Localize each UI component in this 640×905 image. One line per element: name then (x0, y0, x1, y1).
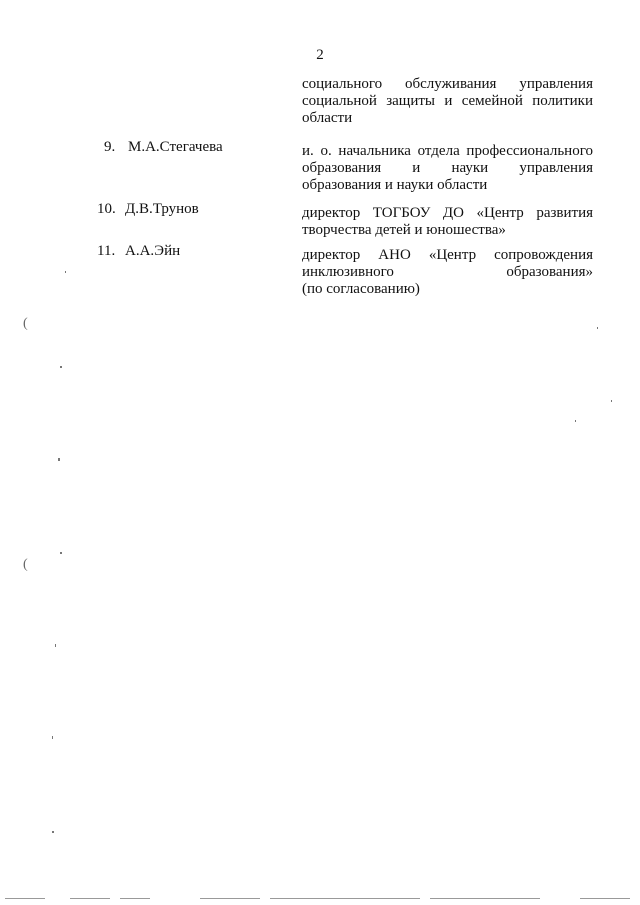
scan-dot (55, 644, 56, 647)
description-line: социальной защиты и семейной политики (302, 93, 593, 109)
entry-number: 11. (97, 243, 116, 259)
description-line: директор АНО «Центр сопровождения (302, 247, 593, 263)
continuation-description (302, 76, 593, 127)
scan-dot (58, 458, 60, 461)
scan-edge-line (70, 898, 110, 899)
entry-number: 10. (97, 201, 116, 217)
scan-dot (60, 366, 62, 368)
scan-edge-line (120, 898, 150, 899)
scan-dot (597, 327, 598, 329)
scan-edge-line (580, 898, 630, 899)
entry-person-name: А.А.Эйн (125, 243, 181, 259)
description-line: социального обслуживания управления (302, 76, 593, 92)
description-line: директор ТОГБОУ ДО «Центр развития (302, 205, 593, 221)
entry-person-name: М.А.Стегачева (128, 139, 223, 155)
description-line: (по согласованию) (302, 281, 420, 297)
scan-dot (575, 420, 576, 422)
description-line: области (302, 110, 353, 126)
entry-description (302, 247, 593, 298)
description-line: и. о. начальника отдела профессионального (302, 143, 593, 159)
scan-edge-line (200, 898, 260, 899)
entry-description (302, 143, 593, 194)
scan-edge-line (5, 898, 45, 899)
scan-dot (60, 552, 62, 554)
scan-dot (611, 400, 612, 402)
scan-artifact: ( (23, 316, 28, 331)
scan-artifact: ( (23, 557, 28, 572)
description-line: инклюзивного образования» (302, 264, 593, 280)
entry-person-name: Д.В.Трунов (125, 201, 199, 217)
entry-number: 9. (104, 139, 116, 155)
description-line: образования и науки области (302, 177, 488, 193)
entry-description (302, 205, 593, 239)
scan-dot (52, 831, 54, 833)
scan-dot (65, 271, 66, 273)
page-number: 2 (316, 47, 324, 63)
scan-edge-line (430, 898, 540, 899)
description-line: творчества детей и юношества» (302, 222, 506, 238)
scan-edge-line (270, 898, 420, 899)
description-line: образования и науки управления (302, 160, 593, 176)
scan-dot (52, 736, 53, 739)
